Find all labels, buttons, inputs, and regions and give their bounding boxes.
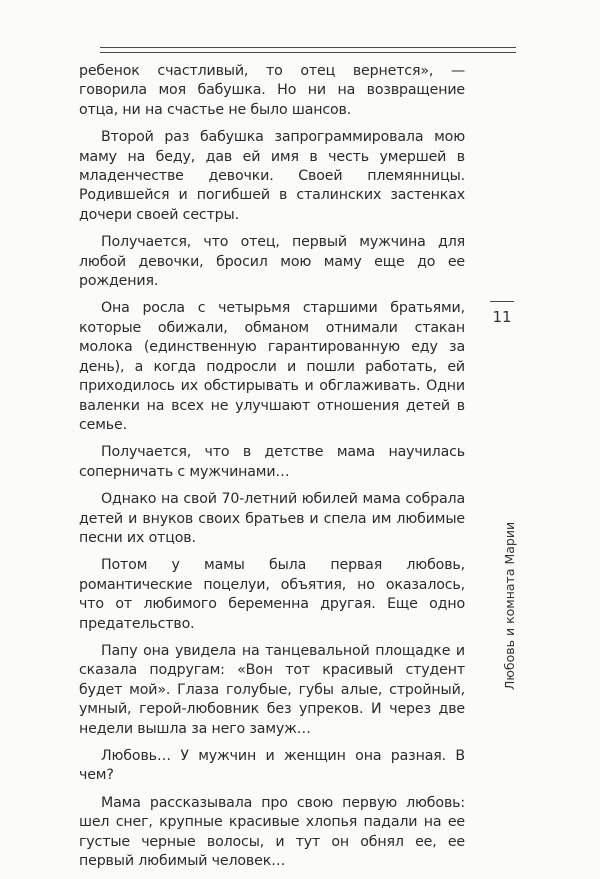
header-rule-top [100,47,516,48]
paragraph: Получается, что в детстве мама научилась соперничать с мужчинами… [79,444,465,480]
paragraph: Любовь… У мужчин и женщин она разная. В чем? [79,748,465,784]
paragraph: Однако на свой 70-летний юбилей мама собрала детей и внуков своих братьев и спела им любимые песни их отцов. [79,491,465,546]
body-text [79,62,465,879]
paragraph: Папу она увидела на танцевальной площадке и сказала подругам: «Вон тот красивый студент будет мой». Глаза голубые, губы алые, стройный, умный, герой-любовник без упреков. И через две недели вышла за него замуж… [79,642,465,737]
running-title: Любовь и комната Марии [502,521,517,690]
header-rule-bottom [100,52,516,53]
paragraph: Второй раз бабушка запрограммировала мою маму на беду, дав ей имя в честь умершей в младенчестве девочки. Своей племянницы. Родившейся и погибшей в сталинских застенках дочери своей сестры. [79,129,465,223]
page-number-rule [490,301,514,302]
paragraph: Мама рассказывала про свою первую любовь: шел снег, крупные красивые хлопья падали на ее густые черные волосы, и тут он обнял ее, ее первый любимый человек… [79,794,465,870]
paragraph: Получается, что отец, первый мужчина для любой девочки, бросил мою маму еще до ее рождения. [79,234,465,290]
paragraph: ребенок счастливый, то отец вернется», — говорила моя бабушка. Но ни на возвращение отца, ни на счастье не было шансов. [79,63,465,118]
paragraph: Она росла с четырьмя старшими братьями, которые обижали, обманом отнимали стакан молока (единственную гарантированную еду за день), а когда подросли и пошли работать, ей приходилось их обстирывать и обглаживать. Одни валенки на всех не улучшают отношения детей в семье. [79,300,465,433]
page-number: 11 [492,308,512,326]
paragraph: Потом у мамы была первая любовь, романтические поцелуи, объятия, но оказалось, что от любимого беременна другая. Еще одно предательство. [79,557,465,632]
